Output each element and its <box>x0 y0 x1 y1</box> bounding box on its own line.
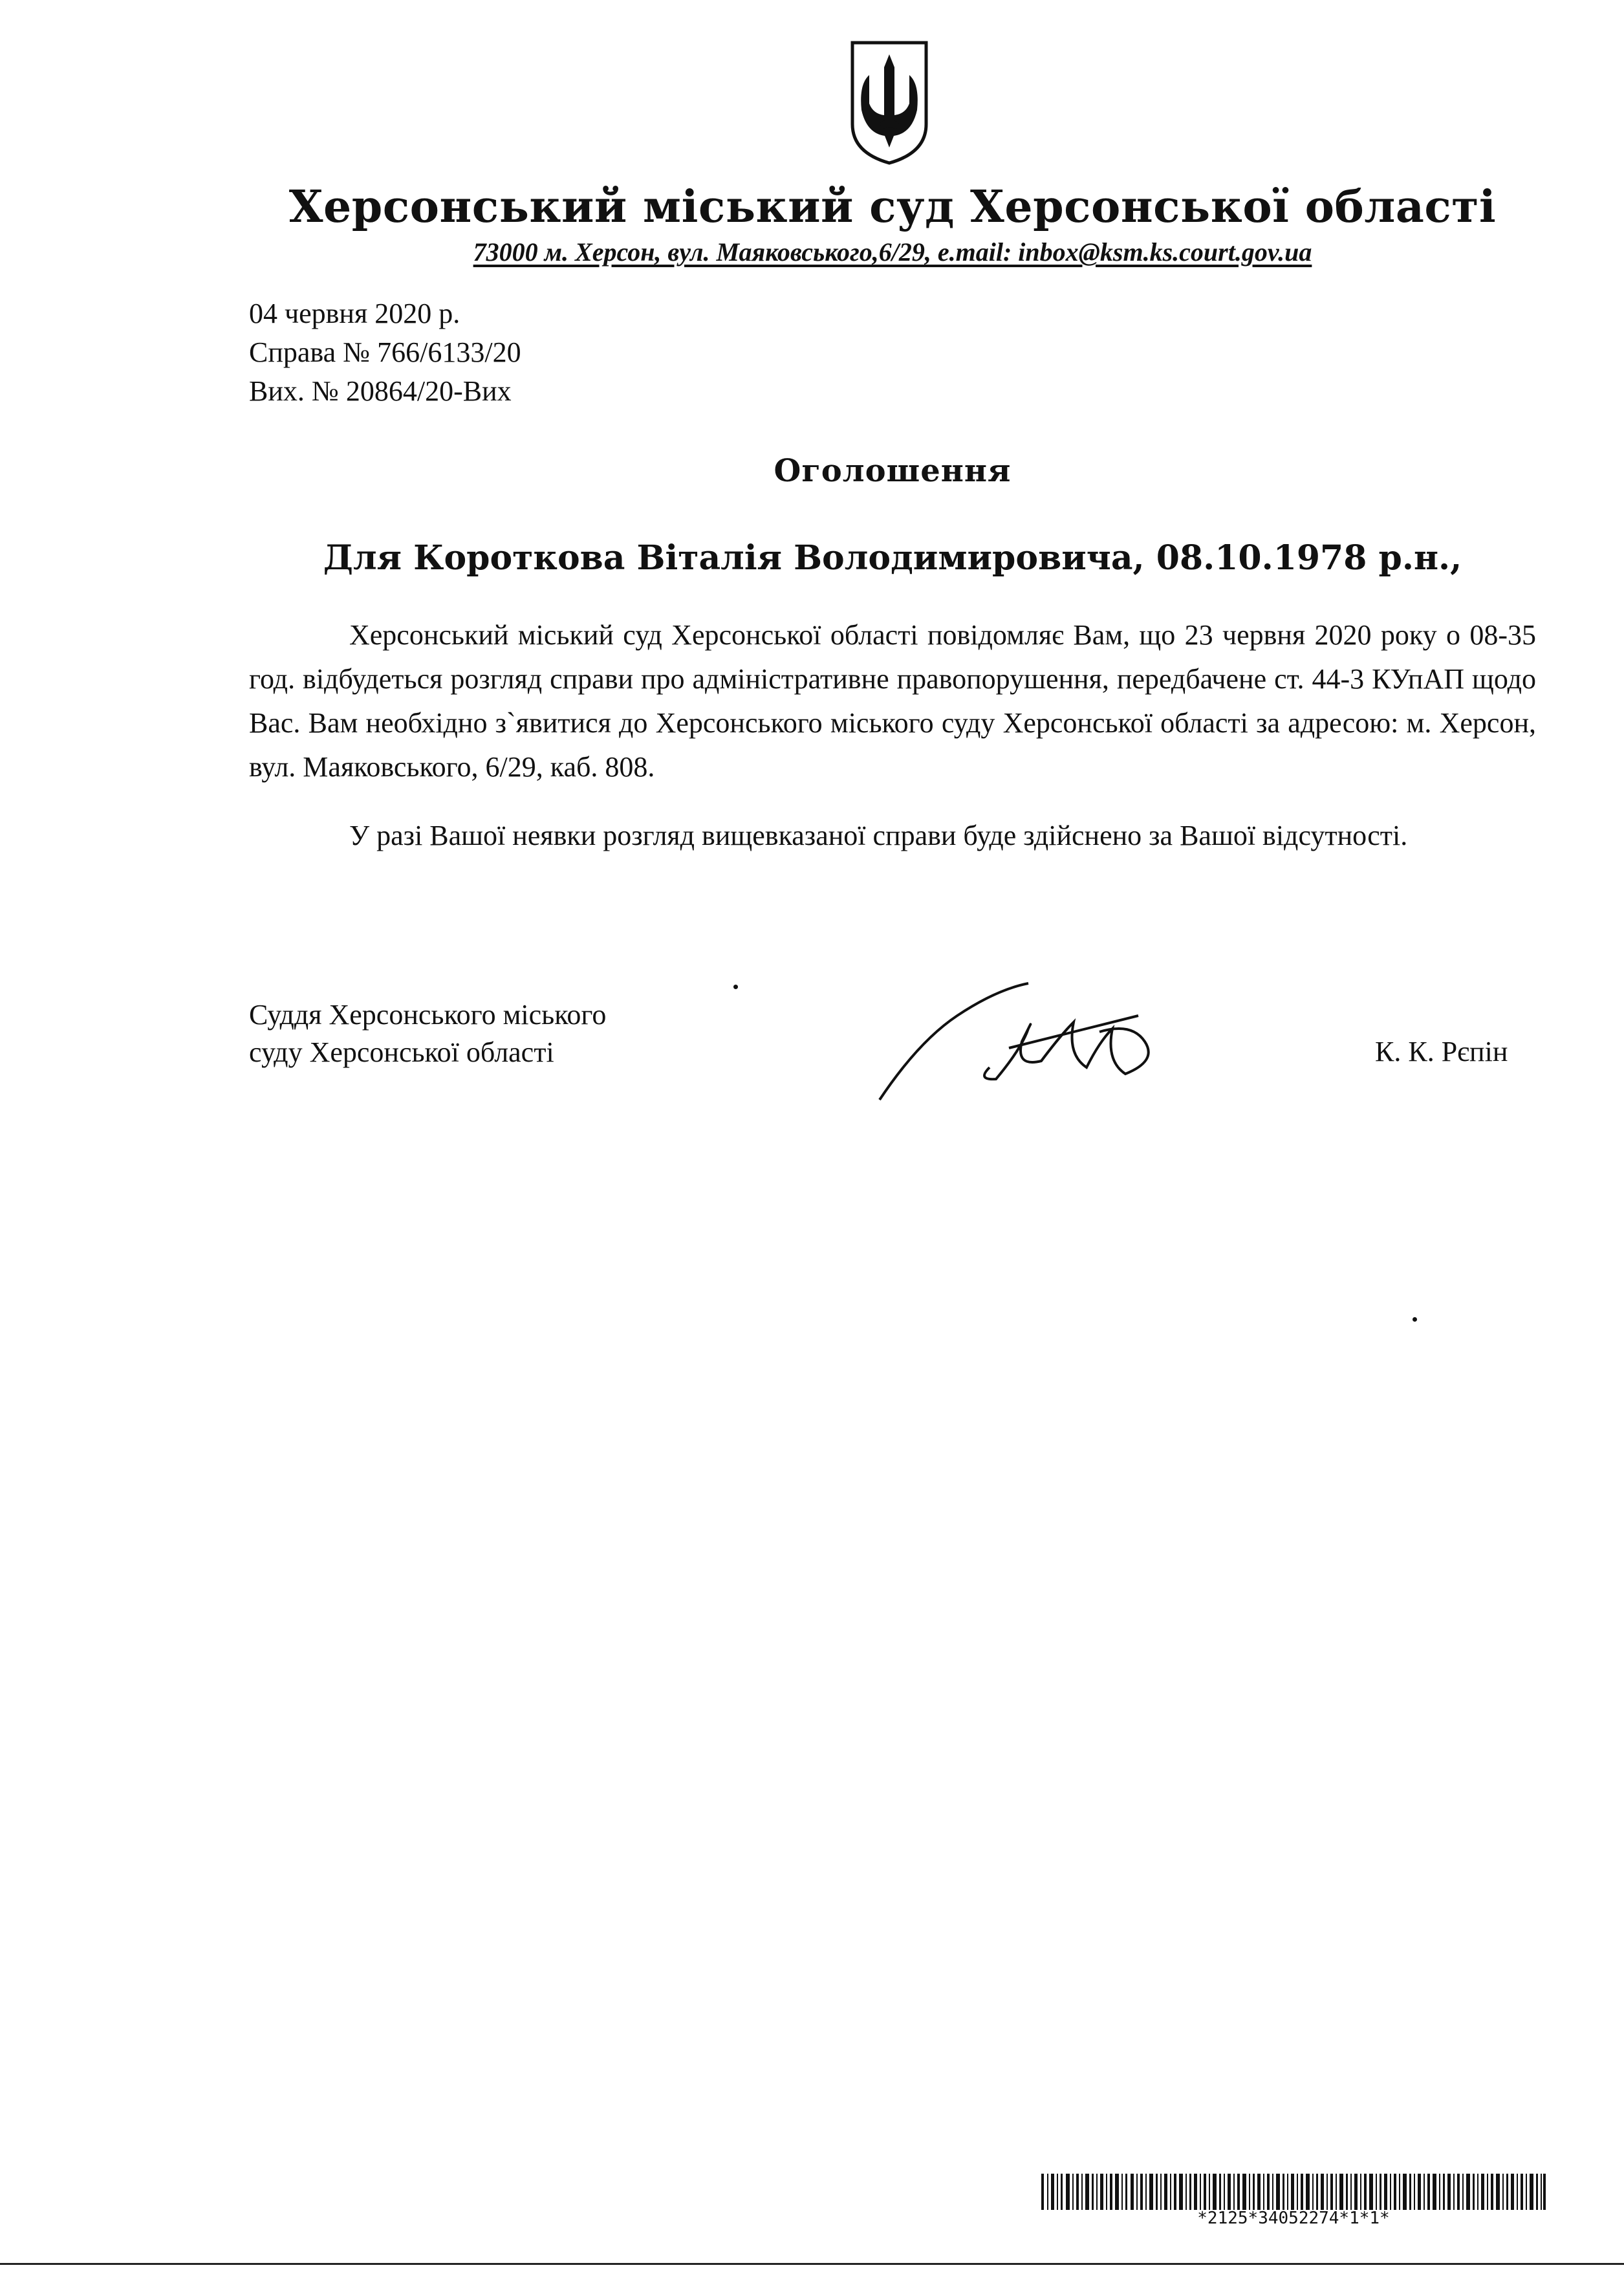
document-meta <box>249 294 521 411</box>
announcement-paragraph-absence: У разі Вашої неявки розгляд вищевказаної справи буде здійснено за Вашої відсутності. <box>349 820 1408 851</box>
announcement-title: Оголошення <box>774 453 1012 489</box>
judge-title-line-1: Суддя Херсонського міського <box>249 999 607 1031</box>
scan-speck <box>733 985 738 989</box>
handwritten-signature <box>867 970 1171 1106</box>
case-number: Справа № 766/6133/20 <box>249 336 521 368</box>
scan-edge-line <box>0 2263 1624 2265</box>
court-name-heading: Херсонський міський суд Херсонської області <box>288 181 1497 233</box>
judge-title <box>249 996 606 1071</box>
barcode <box>1041 2174 1546 2210</box>
court-address-line: 73000 м. Херсон, вул. Маяковського,6/29, e.mail: inbox@ksm.ks.court.gov.ua <box>473 237 1312 267</box>
announcement-paragraph-hearing: Херсонський міський суд Херсонської області повідомляє Вам, що 23 червня 2020 року о 08-35 год. відбудеться розгляд справи про адміністративне правопорушення, передбачене ст. 44-3 КУпАП щодо Вас. Вам необхідно з`явитися до Херсонського міського суду Херсонської області за адресою: м. Херсон, вул. Маяковського, 6/29, каб. 808. <box>249 619 1536 783</box>
document-date: 04 червня 2020 р. <box>249 298 460 329</box>
barcode-text: *2125*34052274*1*1* <box>1197 2209 1390 2228</box>
judge-name: К. К. Рєпін <box>1375 1036 1508 1067</box>
judge-title-line-2: суду Херсонської області <box>249 1036 554 1068</box>
scan-speck <box>1413 1317 1417 1322</box>
outgoing-number: Вих. № 20864/20-Вих <box>249 375 512 407</box>
announcement-addressee: Для Короткова Віталія Володимировича, 08.10.1978 р.н., <box>323 538 1462 578</box>
coat-of-arms-icon <box>847 39 931 165</box>
